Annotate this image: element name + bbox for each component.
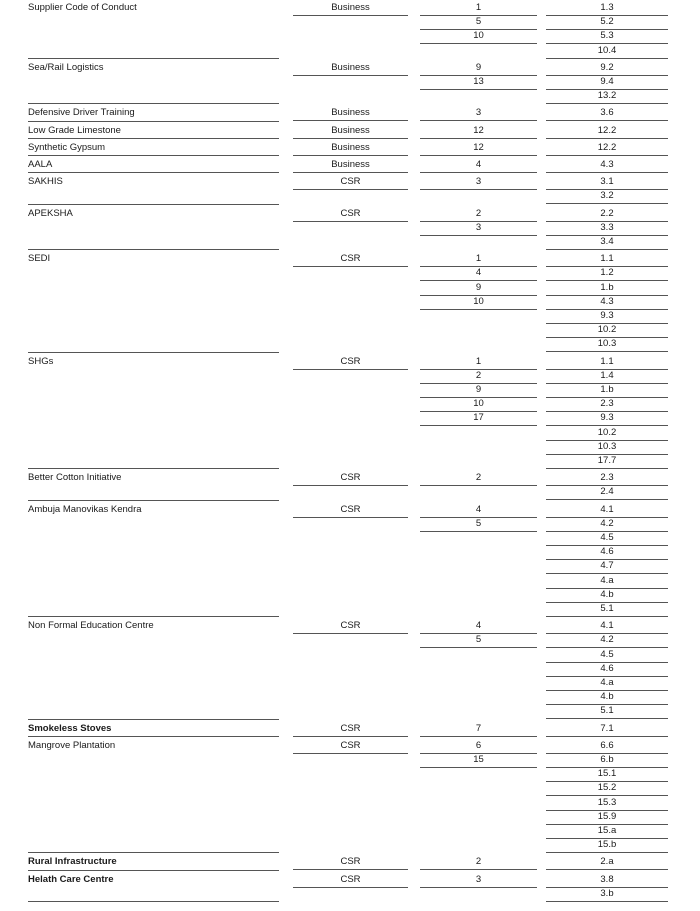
sdg-goal: 5 [420, 633, 537, 648]
program-name: Synthetic Gypsum [28, 141, 106, 153]
program-divider [28, 736, 279, 737]
program-divider [28, 249, 279, 250]
sdg-target: 4.1 [546, 503, 668, 518]
sdg-target: 3.4 [546, 235, 668, 250]
program-type: Business [293, 158, 408, 173]
sdg-target: 4.5 [546, 531, 668, 546]
table-row [0, 471, 700, 501]
sdg-target: 13.2 [546, 89, 668, 104]
program-divider [28, 616, 279, 617]
sdg-target: 1.2 [546, 266, 668, 281]
program-name: Mangrove Plantation [28, 739, 116, 751]
sdg-target: 10.2 [546, 323, 668, 338]
sdg-goal: 10 [420, 397, 537, 412]
sdg-target: 4.3 [546, 158, 668, 173]
table-row [0, 175, 700, 205]
sdg-target: 3.3 [546, 221, 668, 236]
program-divider [28, 172, 279, 173]
sdg-target: 1.1 [546, 355, 668, 370]
sdg-target: 3.6 [546, 106, 668, 121]
sdg-target: 12.2 [546, 141, 668, 156]
sdg-target: 5.3 [546, 29, 668, 44]
program-name: SEDI [28, 253, 51, 265]
sdg-target: 1.4 [546, 369, 668, 384]
program-type: CSR [293, 619, 408, 634]
program-divider [28, 719, 279, 720]
program-divider [28, 103, 279, 104]
table-row [0, 355, 700, 471]
program-name: Defensive Driver Training [28, 107, 135, 119]
program-name: SAKHIS [28, 176, 63, 188]
program-name: Non Formal Education Centre [28, 620, 154, 632]
sdg-goal: 12 [420, 124, 537, 139]
sdg-goal: 9 [420, 383, 537, 398]
program-divider [28, 204, 279, 205]
sdg-target: 2.3 [546, 397, 668, 412]
sdg-target: 5.2 [546, 15, 668, 30]
sdg-goal: 10 [420, 29, 537, 44]
sdg-target: 10.2 [546, 426, 668, 441]
sdg-target: 10.4 [546, 44, 668, 59]
sdg-goal: 6 [420, 739, 537, 754]
table-row [0, 124, 700, 140]
sdg-target: 17.7 [546, 454, 668, 469]
sdg-goal: 9 [420, 61, 537, 76]
program-name: Low Grade Limestone [28, 124, 121, 136]
sdg-target: 2.4 [546, 485, 668, 500]
program-name: APEKSHA [28, 207, 73, 219]
sdg-target: 15.b [546, 838, 668, 853]
program-divider [28, 121, 279, 122]
sdg-goal: 3 [420, 221, 537, 236]
program-name: SHGs [28, 355, 54, 367]
table-row [0, 722, 700, 738]
sdg-target: 1.b [546, 383, 668, 398]
sdg-target: 4.5 [546, 648, 668, 663]
sdg-goal: 2 [420, 207, 537, 222]
sdg-target: 4.6 [546, 545, 668, 560]
sdg-target: 15.a [546, 824, 668, 839]
sdg-goal: 1 [420, 355, 537, 370]
program-name: Smokeless Stoves [28, 722, 112, 734]
program-divider [28, 852, 279, 853]
program-type: Business [293, 141, 408, 156]
program-divider [28, 352, 279, 353]
sdg-goal: 4 [420, 158, 537, 173]
sdg-target: 4.b [546, 690, 668, 705]
sdg-target: 4.7 [546, 559, 668, 574]
program-name: AALA [28, 159, 53, 170]
sdg-goal: 5 [420, 517, 537, 532]
sdg-target: 4.1 [546, 619, 668, 634]
sdg-target: 15.3 [546, 796, 668, 811]
sdg-goal: 5 [420, 15, 537, 30]
program-type: Business [293, 124, 408, 139]
table-row [0, 61, 700, 106]
table-row [0, 141, 700, 157]
program-divider [28, 58, 279, 59]
program-type: Business [293, 1, 408, 16]
sdg-goal: 4 [420, 619, 537, 634]
sdg-target: 1.1 [546, 252, 668, 267]
program-name: Better Cotton Initiative [28, 472, 122, 484]
sdg-goal: 3 [420, 106, 537, 121]
program-divider [28, 901, 279, 902]
sdg-goal: 9 [420, 281, 537, 296]
table-row [0, 873, 700, 903]
sdg-goal: 7 [420, 722, 537, 737]
sdg-goal: 2 [420, 471, 537, 486]
sdg-target: 15.2 [546, 781, 668, 796]
sdg-target: 10.3 [546, 337, 668, 352]
program-type: CSR [293, 355, 408, 370]
sdg-target: 3.2 [546, 189, 668, 204]
sdg-target: 2.3 [546, 471, 668, 486]
sdg-target: 4.a [546, 574, 668, 589]
sdg-goal: 2 [420, 855, 537, 870]
program-divider [28, 500, 279, 501]
table-row [0, 1, 700, 60]
sdg-target: 15.9 [546, 810, 668, 825]
sdg-target: 9.3 [546, 411, 668, 426]
table-row [0, 503, 700, 619]
program-divider [28, 468, 279, 469]
sdg-target: 5.1 [546, 602, 668, 617]
program-divider [28, 870, 279, 871]
sdg-target: 3.8 [546, 873, 668, 888]
sdg-target: 6.b [546, 753, 668, 768]
sdg-target: 6.6 [546, 739, 668, 754]
sdg-target: 4.3 [546, 295, 668, 310]
sdg-goal: 1 [420, 1, 537, 16]
sdg-goal: 4 [420, 503, 537, 518]
sdg-target: 2.a [546, 855, 668, 870]
program-name: Supplier Code of Conduct [28, 2, 137, 13]
sdg-goal: 3 [420, 873, 537, 888]
sdg-target: 10.3 [546, 440, 668, 455]
table-row [0, 207, 700, 252]
program-type: CSR [293, 207, 408, 222]
table-row [0, 739, 700, 855]
sdg-goal: 4 [420, 266, 537, 281]
sdg-target: 4.a [546, 676, 668, 691]
sdg-goal: 1 [420, 252, 537, 267]
program-type: CSR [293, 175, 408, 190]
program-type: CSR [293, 739, 408, 754]
table-row [0, 855, 700, 871]
sdg-target: 9.3 [546, 309, 668, 324]
program-type: CSR [293, 722, 408, 737]
program-type: CSR [293, 503, 408, 518]
sdg-target: 4.2 [546, 633, 668, 648]
sdg-goal: 2 [420, 369, 537, 384]
program-type: CSR [293, 855, 408, 870]
program-type: CSR [293, 471, 408, 486]
sdg-target: 9.2 [546, 61, 668, 76]
sdg-goal: 3 [420, 175, 537, 190]
sdg-goal: 15 [420, 753, 537, 768]
sdg-target: 4.b [546, 588, 668, 603]
sdg-target: 4.6 [546, 662, 668, 677]
sdg-target: 9.4 [546, 75, 668, 90]
sdg-goal: 12 [420, 141, 537, 156]
table-row [0, 106, 700, 122]
program-name: Sea/Rail Logistics [28, 61, 104, 73]
sdg-goal: 17 [420, 411, 537, 426]
program-name: Ambuja Manovikas Kendra [28, 503, 142, 515]
program-type: CSR [293, 252, 408, 267]
sdg-target: 4.2 [546, 517, 668, 532]
sdg-target: 2.2 [546, 207, 668, 222]
sdg-target: 3.1 [546, 175, 668, 190]
sdg-target: 1.b [546, 281, 668, 296]
table-row [0, 252, 700, 353]
program-type: Business [293, 61, 408, 76]
sdg-target: 5.1 [546, 704, 668, 719]
sdg-goal: 13 [420, 75, 537, 90]
program-type: Business [293, 106, 408, 121]
sdg-target: 12.2 [546, 124, 668, 139]
program-divider [28, 155, 279, 156]
program-name: Rural Infrastructure [28, 856, 117, 868]
sdg-target: 7.1 [546, 722, 668, 737]
sdg-target: 3.b [546, 887, 668, 902]
sdg-target: 15.1 [546, 767, 668, 782]
program-divider [28, 138, 279, 139]
table-row [0, 158, 700, 174]
sdg-target: 1.3 [546, 1, 668, 16]
sdg-goal: 10 [420, 295, 537, 310]
program-type: CSR [293, 873, 408, 888]
program-name: Helath Care Centre [28, 873, 114, 885]
table-row [0, 619, 700, 720]
